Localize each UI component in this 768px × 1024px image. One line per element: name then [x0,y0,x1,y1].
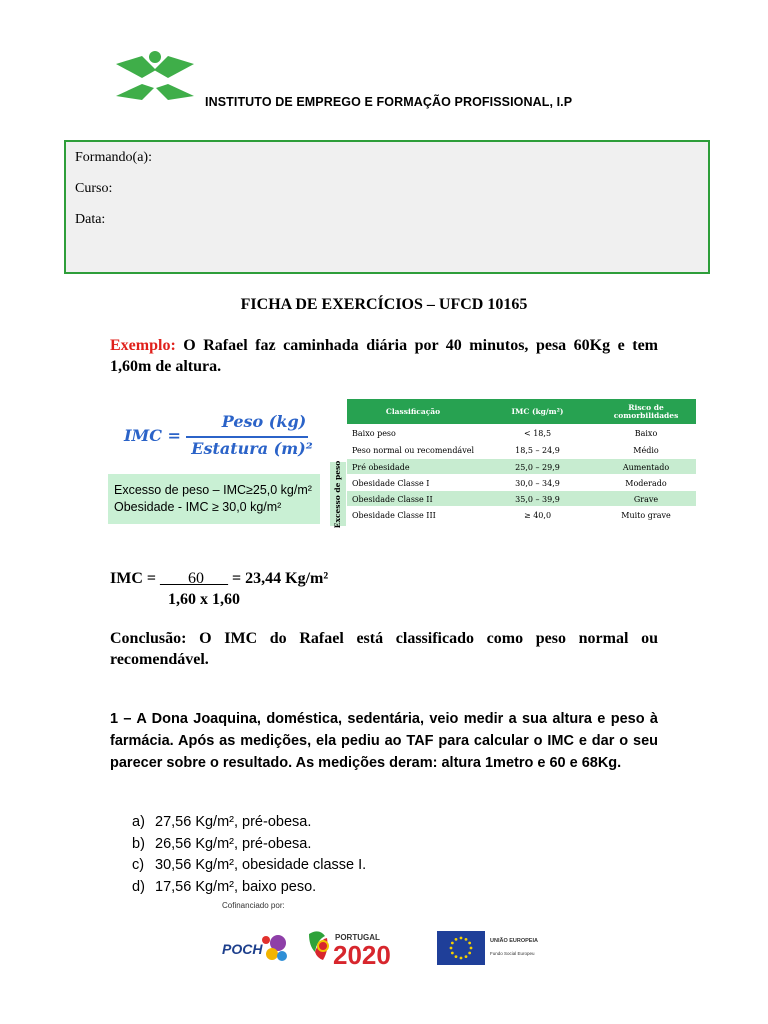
option-a: a) 27,56 Kg/m², pré-obesa. [132,814,312,830]
imc-classification-table [330,399,696,528]
table-cell: Baixo peso [352,428,396,438]
formula-denominator: Estatura (m)² [191,439,313,458]
formula-numerator: Peso (kg) [221,412,307,431]
table-header [347,399,696,424]
svg-text:POCH: POCH [222,941,263,957]
eu-star-icon [465,955,468,958]
table-row [347,424,696,441]
header-risk: Risco de comorbilidades [613,402,679,420]
sheet-title: FICHA DE EXERCÍCIOS – UFCD 10165 [240,296,528,313]
eu-star-icon [465,938,468,941]
table-row [347,440,696,459]
portugal-2020-logo [305,926,420,968]
header-imc: IMC (kg/m²) [511,406,564,416]
option-b: b) 26,56 Kg/m², pré-obesa. [132,835,312,852]
table-row [347,458,696,475]
conclusion-paragraph: Conclusão: O IMC do Rafael está classificado como peso normal ou recomendável. [110,630,658,668]
date-label: Data: [75,212,106,227]
eu-star-icon [450,947,453,950]
table-cell: 18,5 – 24,9 [515,445,560,455]
table-cell: 35,0 – 39,9 [515,494,560,504]
excess-weight-side-label: Excesso de peso [330,462,346,526]
excess-line-2: Obesidade - IMC ≥ 30,0 kg/m² [114,500,282,514]
calc-result: = 23,44 Kg/m² [228,570,329,587]
eu-star-icon [470,947,473,950]
table-cell: < 18,5 [523,428,552,438]
calc-prefix: IMC = [110,570,160,587]
option-d: d) 17,56 Kg/m², baixo peso. [132,878,317,895]
eu-fse-logo [437,931,542,965]
calc-denominator: 1,60 x 1,60 [168,591,240,608]
example-paragraph [110,335,658,377]
table-row [347,490,696,507]
answer-options [132,812,366,898]
svg-text:Fundo Social Europeu: Fundo Social Europeu [490,951,535,956]
excess-weight-box [108,474,320,524]
table-cell: Baixo [634,428,658,438]
trainee-label: Formando(a): [75,150,152,165]
svg-text:2020: 2020 [333,940,391,968]
cofinanced-label: Cofinanciado por: [222,901,285,910]
institute-name: INSTITUTO DE EMPREGO E FORMAÇÃO PROFISSIONAL, I.P [205,95,573,109]
header-classification: Classificação [385,406,441,416]
poch-logo [220,928,290,966]
question-1-text: 1 – A Dona Joaquina, doméstica, sedentária, veio medir a sua altura e peso à farmácia. Após as medições, ela pediu ao TAF para calcular o IMC e dar o seu parecer sobre o resultado. As medições deram: altura 1metro e 60 e 68Kg. [110,711,658,771]
table-cell: 30,0 – 34,9 [515,478,560,488]
table-cell: Obesidade Classe III [352,510,436,520]
eu-star-icon [468,942,471,945]
example-text: O Rafael faz caminhada diária por 40 minutos, pesa 60Kg e tem 1,60m de altura. [110,337,658,375]
table-cell: Aumentado [622,462,670,472]
table-cell: Obesidade Classe II [352,494,433,504]
eu-star-icon [451,942,454,945]
table-row [347,474,696,491]
trainee-info-box [64,140,710,274]
eu-star-icon [468,952,471,955]
eu-star-icon [455,938,458,941]
iefp-logo [108,44,202,106]
eu-star-icon [460,957,463,960]
formula-fraction-bar [186,436,308,438]
table-cell: Moderado [625,478,667,488]
excess-line-1: Excesso de peso – IMC≥25,0 kg/m² [114,483,312,497]
table-cell: Médio [633,445,659,455]
table-cell: Obesidade Classe I [352,478,430,488]
eu-star-icon [451,952,454,955]
svg-text:UNIÃO EUROPEIA: UNIÃO EUROPEIA [490,938,538,944]
svg-text:PORTUGAL: PORTUGAL [335,933,380,942]
table-cell: Grave [633,494,659,504]
calc-numerator: ___ 60___ [160,570,228,587]
example-label: Exemplo: [110,337,176,354]
table-cell: ≥ 40,0 [523,510,552,520]
option-c: c) 30,56 Kg/m², obesidade classe I. [132,857,367,873]
table-cell: Muito grave [621,510,671,520]
eu-star-icon [455,955,458,958]
table-cell: 25,0 – 29,9 [515,462,560,472]
table-cell: Pré obesidade [352,462,410,472]
eu-star-icon [460,937,463,940]
table-cell: Peso normal ou recomendável [352,445,475,455]
formula-lhs: IMC = [124,426,181,445]
course-label: Curso: [75,181,113,196]
table-row [347,506,696,523]
